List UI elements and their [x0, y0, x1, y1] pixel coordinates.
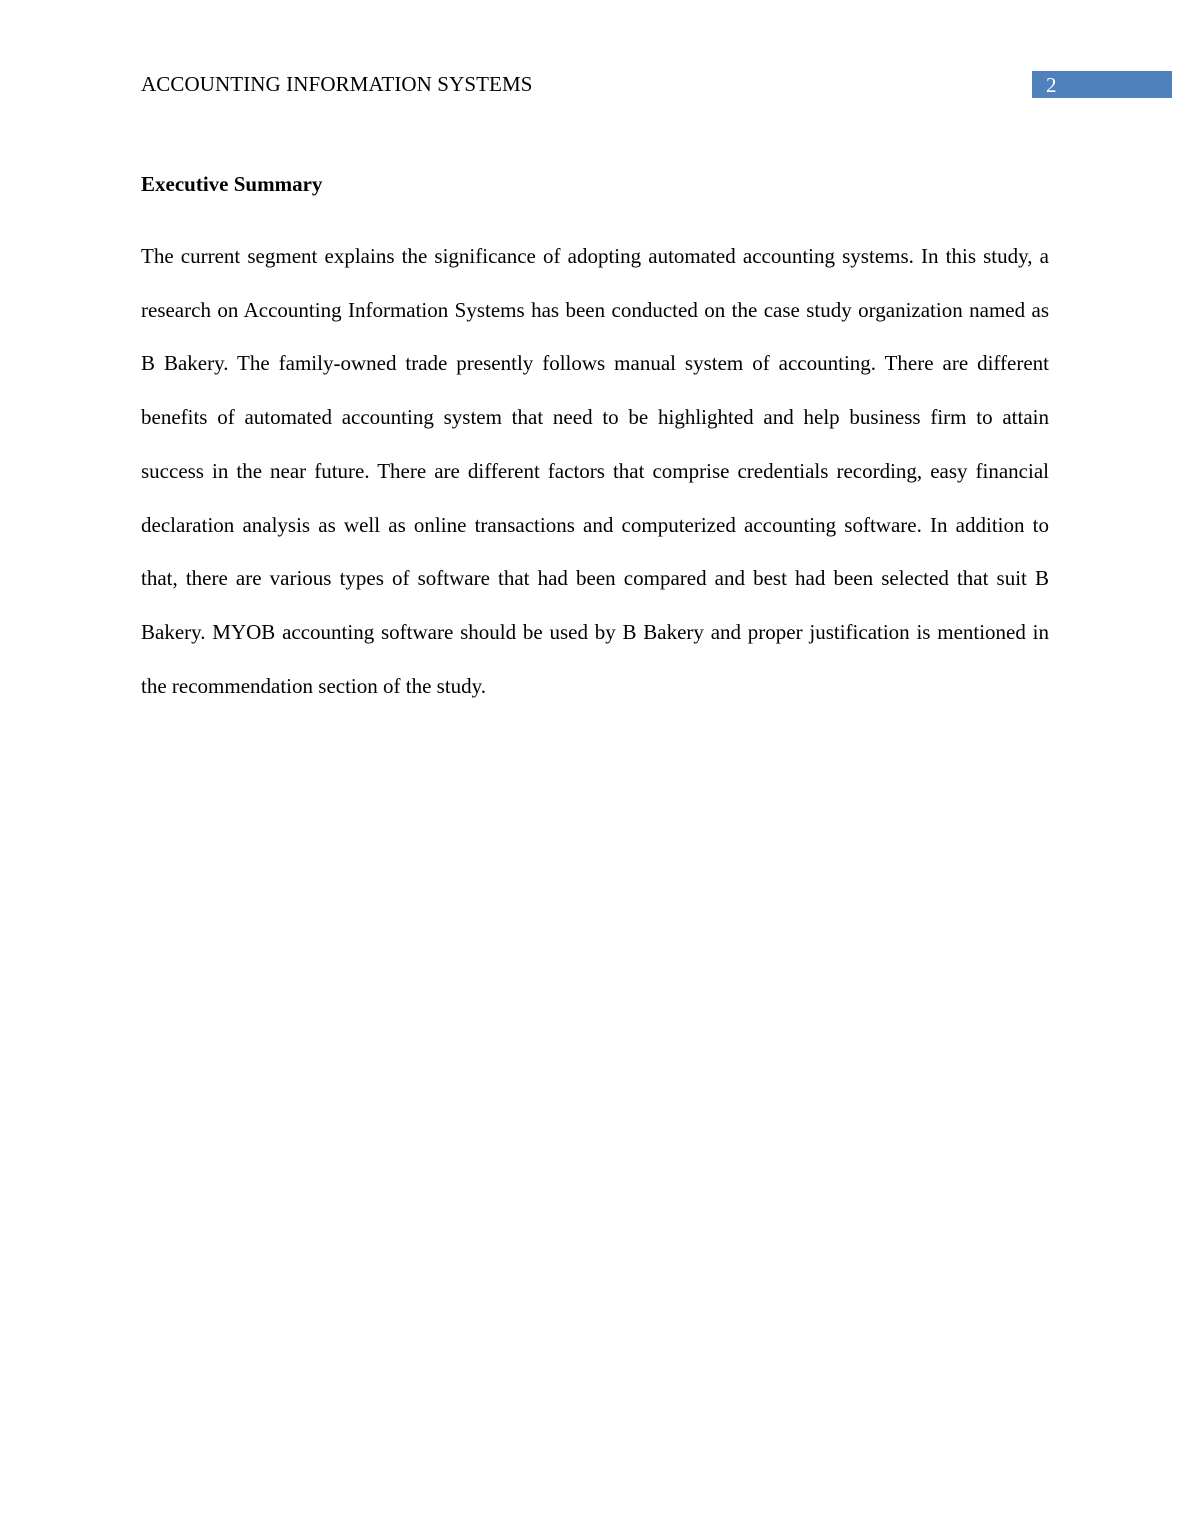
running-head-title: ACCOUNTING INFORMATION SYSTEMS: [141, 72, 533, 96]
body-paragraph: The current segment explains the significance of adopting automated accounting systems. In this study, a research on Accounting Information Systems has been conducted on the case study organization named as B Bakery. The family-owned trade presently follows manual system of accounting. There are different benefits of automated accounting system that need to be highlighted and help business firm to attain success in the near future. There are different factors that comprise credentials recording, easy financial declaration analysis as well as online transactions and computerized accounting software. In addition to that, there are various types of software that had been compared and best had been selected that suit B Bakery. MYOB accounting software should be used by B Bakery and proper justification is mentioned in the recommendation section of the study.: [141, 244, 1049, 698]
page-number: 2: [1046, 73, 1057, 97]
page-number-bar: [1032, 71, 1172, 98]
section-heading: Executive Summary: [141, 172, 323, 196]
